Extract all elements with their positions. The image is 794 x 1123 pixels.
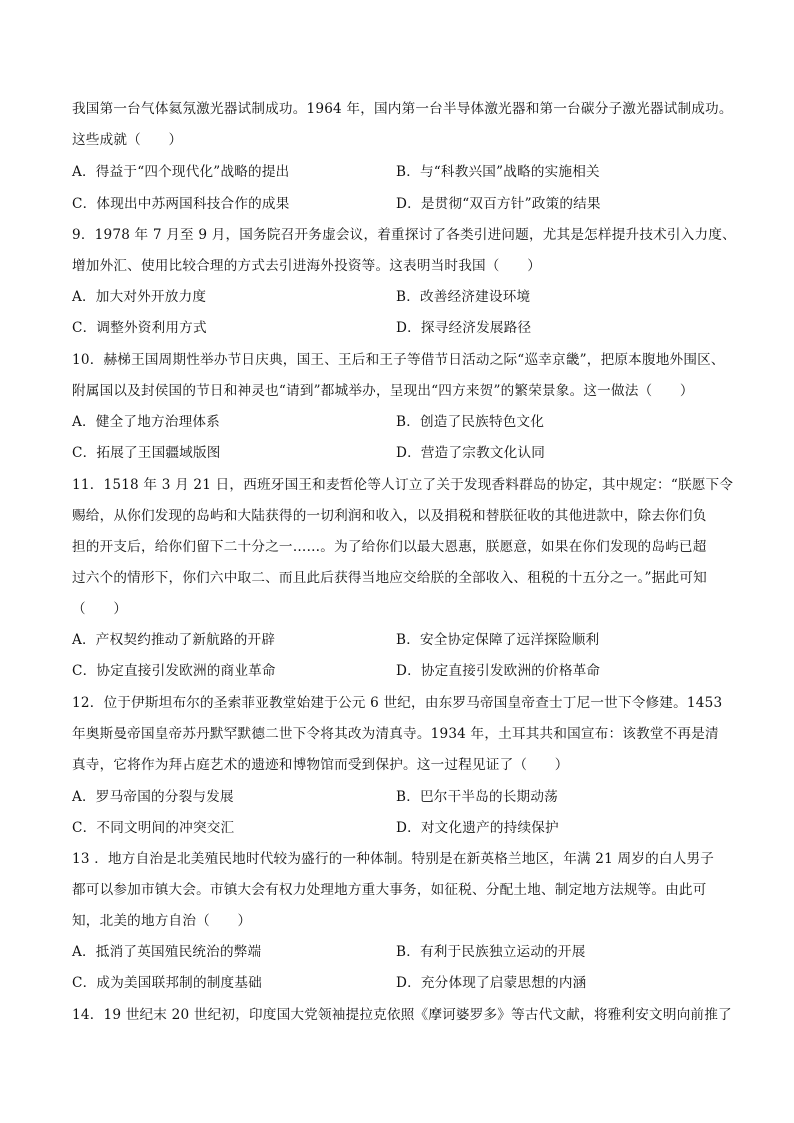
question-13-option-d[interactable]: D．充分体现了启蒙思想的内涵 <box>396 975 587 991</box>
question-8-option-d[interactable]: D．是贯彻“双百方针”政策的结果 <box>396 196 601 212</box>
question-10-option-d[interactable]: D．营造了宗教文化认同 <box>396 445 546 461</box>
question-9-option-d[interactable]: D．探寻经济发展路径 <box>396 320 532 336</box>
question-12-stem-line-2: 年奥斯曼帝国皇帝苏丹默罕默德二世下令将其改为清真寺。1934 年，土耳其共和国宣布：该教堂不再是清 <box>72 726 719 742</box>
question-11-option-b[interactable]: B．安全协定保障了远洋探险顺利 <box>396 632 600 648</box>
question-12-stem-line-1: 12．位于伊斯坦布尔的圣索菲亚教堂始建于公元 6 世纪，由东罗马帝国皇帝查士丁尼一世下令修建。1453 <box>72 695 723 711</box>
question-9-option-a[interactable]: A．加大对外开放力度 <box>72 289 207 305</box>
question-11-option-c[interactable]: C．协定直接引发欧洲的商业革命 <box>72 663 276 679</box>
question-9-option-b[interactable]: B．改善经济建设环境 <box>396 289 531 305</box>
question-9-stem-line-2: 增加外汇、使用比较合理的方式去引进海外投资等。这表明当时我国（ ） <box>72 258 541 274</box>
question-12-stem-line-3: 真寺，它将作为拜占庭艺术的遗迹和博物馆而受到保护。这一过程见证了（ ） <box>72 757 569 773</box>
question-8-stem-line-2: 这些成就（ ） <box>72 132 183 148</box>
question-13-option-c[interactable]: C．成为美国联邦制的制度基础 <box>72 975 262 991</box>
question-13-stem-line-2: 都可以参加市镇大会。市镇大会有权力处理地方重大事务，如征税、分配土地、制定地方法规等。由此可 <box>72 882 707 898</box>
question-8-option-a[interactable]: A．得益于“四个现代化”战略的提出 <box>72 164 290 180</box>
question-12-option-a[interactable]: A．罗马帝国的分裂与发展 <box>72 789 234 805</box>
question-14-stem-line-1: 14．19 世纪末 20 世纪初，印度国大党领袖提拉克依照《摩诃婆罗多》等古代文献，将雅利安文明向前推了 <box>72 1007 732 1023</box>
question-11-option-a[interactable]: A．产权契约推动了新航路的开辟 <box>72 632 276 648</box>
question-8-option-b[interactable]: B．与“科教兴国”战略的实施相关 <box>396 164 600 180</box>
question-13-option-a[interactable]: A．抵消了英国殖民统治的弊端 <box>72 944 262 960</box>
question-13-stem-line-3: 知，北美的地方自治（ ） <box>72 913 252 929</box>
question-12-option-c[interactable]: C．不同文明间的冲突交汇 <box>72 820 235 836</box>
question-8-option-c[interactable]: C．体现出中苏两国科技合作的成果 <box>72 196 290 212</box>
question-9-stem-line-1: 9．1978 年 7 月至 9 月，国务院召开务虚会议，着重探讨了各类引进问题，尤其是怎样提升技术引入力度、 <box>72 227 736 243</box>
question-11-stem-line-2: 赐给，从你们发现的岛屿和大陆获得的一切利润和收入，以及捐税和替朕征收的其他进款中，除去你们负 <box>72 508 707 524</box>
question-10-stem-line-1: 10．赫梯王国周期性举办节日庆典，国王、王后和王子等借节日活动之际“巡幸京畿”，把原本腹地外围区、 <box>72 352 725 368</box>
question-8-stem-line-1: 我国第一台气体氦氖激光器试制成功。1964 年，国内第一台半导体激光器和第一台碳分子激光器试制成功。 <box>72 101 733 117</box>
question-9-option-c[interactable]: C．调整外资利用方式 <box>72 320 207 336</box>
question-13-option-b[interactable]: B．有利于民族独立运动的开展 <box>396 944 586 960</box>
question-10-option-b[interactable]: B．创造了民族特色文化 <box>396 414 545 430</box>
question-11-stem-line-1: 11．1518 年 3 月 21 日，西班牙国王和麦哲伦等人订立了关于发现香料群岛的协定，其中规定：“朕愿下令 <box>72 477 734 493</box>
question-13-stem-line-1: 13 ．地方自治是北美殖民地时代较为盛行的一种体制。特别是在新英格兰地区，年满 21 周岁的白人男子 <box>72 851 715 867</box>
question-10-option-c[interactable]: C．拓展了王国疆域版图 <box>72 445 221 461</box>
question-10-stem-line-2: 附属国以及封侯国的节日和神灵也“请到”都城举办，呈现出“四方来贺”的繁荣景象。这一做法（ ） <box>72 383 694 399</box>
question-10-option-a[interactable]: A．健全了地方治理体系 <box>72 414 220 430</box>
question-11-stem-line-4: 过六个的情形下，你们六中取二、而且此后获得当地应交给朕的全部收入、租税的十五分之一。”据此可知 <box>72 570 707 586</box>
question-12-option-d[interactable]: D．对文化遗产的持续保护 <box>396 820 559 836</box>
question-11-option-d[interactable]: D．协定直接引发欧洲的价格革命 <box>396 663 601 679</box>
question-11-stem-line-5: （ ） <box>72 601 128 617</box>
question-11-stem-line-3: 担的开支后，给你们留下二十分之一……。为了给你们以最大恩惠，朕愿意，如果在你们发现的岛屿已超 <box>72 539 707 555</box>
question-12-option-b[interactable]: B．巴尔干半岛的长期动荡 <box>396 789 558 805</box>
